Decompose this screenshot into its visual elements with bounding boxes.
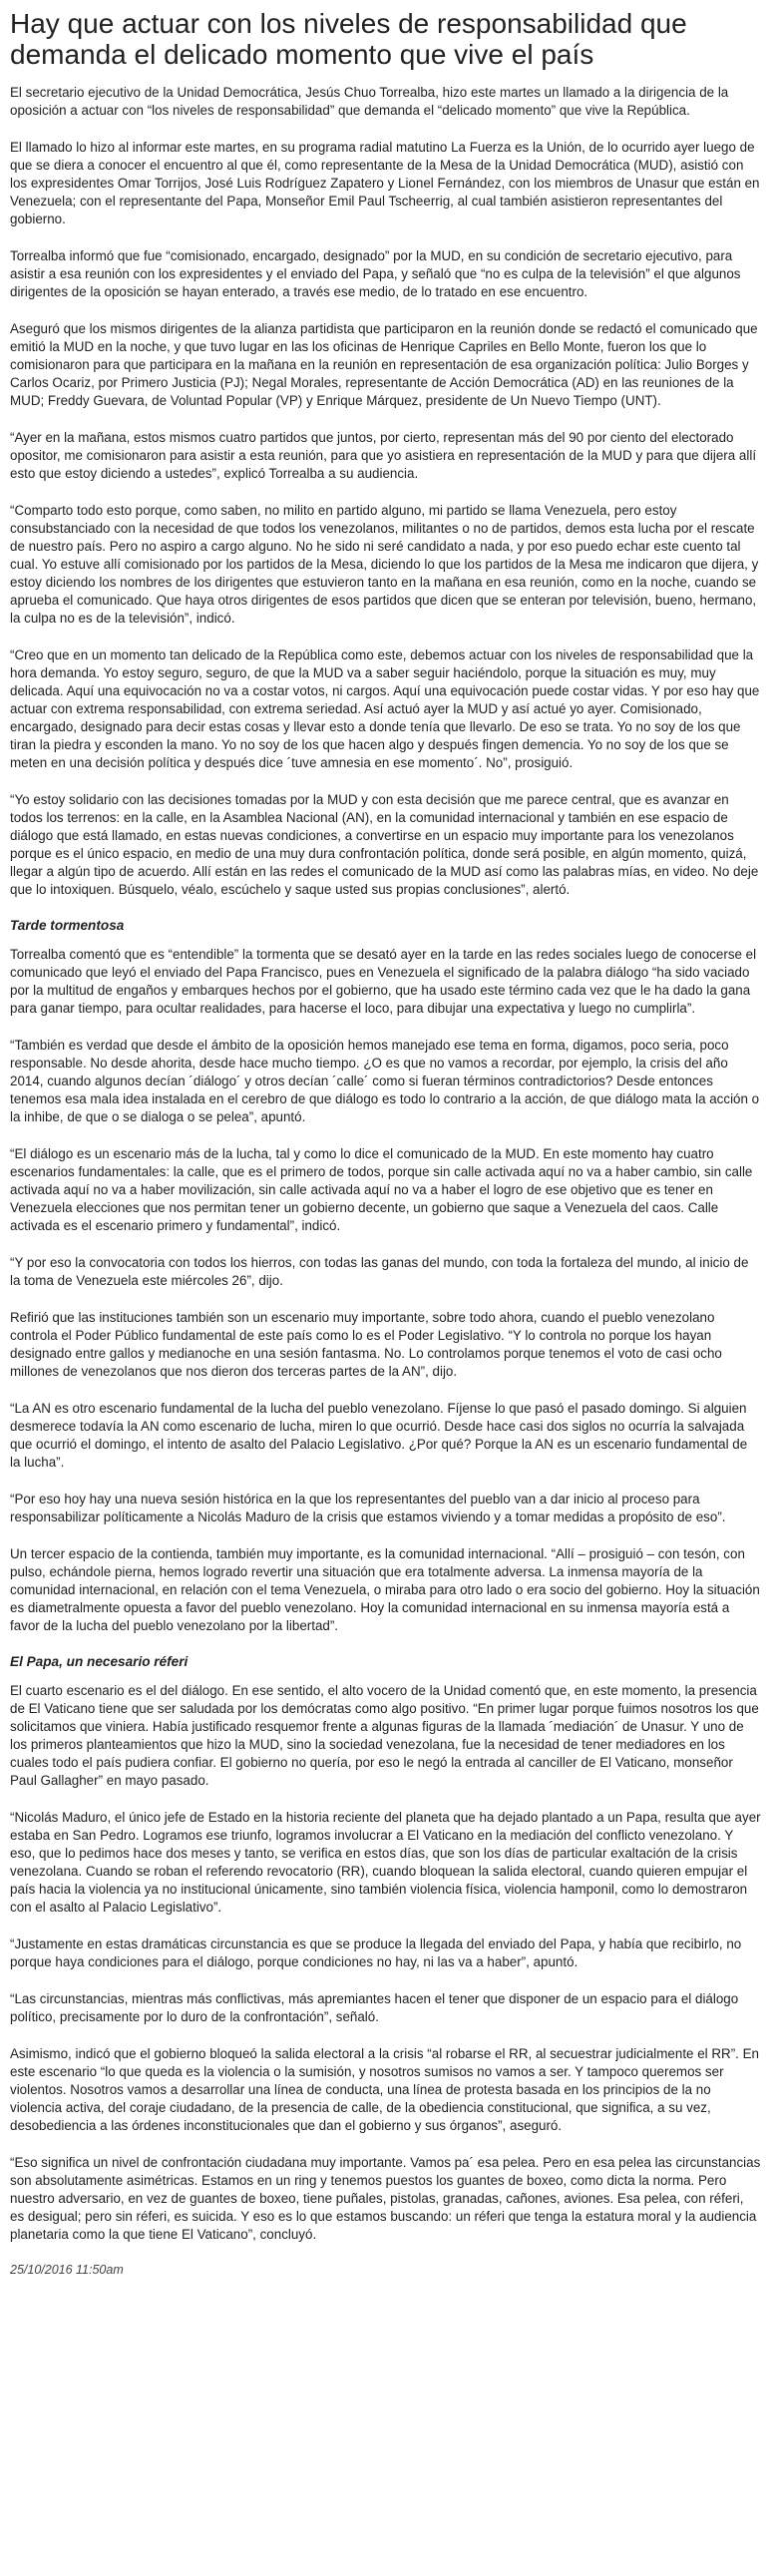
section-heading: Tarde tormentosa [10, 918, 125, 933]
publication-date: 25/10/2016 11:50am [10, 2263, 124, 2277]
article-paragraph: “Comparto todo esto porque, como saben, no milito en partido alguno, mi partido se llama Venezuela, pero estoy consubstanciado con la necesidad de que todos los venezolanos, militantes o no de partidos, demos esta lucha por el rescate de nuestro país. Pero no aspiro a cargo alguno. No he sido ni seré candidato a nada, y por eso puedo echar este cuento tal cual. Yo estuve allí comisionado por los partidos de la Mesa, diciendo lo que los partidos de la Mesa me indicaron que dijera, y estoy diciendo los nombres de los dirigentes que estuvieron tanto en la mañana en esa reunión, como en la noche, cuando se aprueba el comunicado. Que haya otros dirigentes de esos partidos que dicen que se enteran por televisión, bueno, hermano, la culpa no es de la televisión”, indicó. [10, 503, 759, 626]
article-paragraph: “El diálogo es un escenario más de la lucha, tal y como lo dice el comunicado de la MUD. En este momento hay cuatro escenarios fundamentales: la calle, que es el primero de todos, porque sin calle activada aquí no va a haber cambio, sin calle activada aquí no va a haber movilización, sin calle activada aquí no va a haber el logro de ese objetivo que es tener en Venezuela elecciones que nos permitan tener un gobierno decente, un gobierno que saque a Venezuela del caos. Calle activada es el escenario primero y fundamental”, indicó. [10, 1146, 753, 1233]
article-paragraph: Un tercer espacio de la contienda, también muy importante, es la comunidad internacional. “Allí – prosiguió – con tesón, con pulso, echándole pierna, hemos logrado revertir una situación que era totalmente adversa. La inmensa mayoría de la comunidad internacional, en relación con el tema Venezuela, o miraba para otro lado o era socio del gobierno. Hoy la situación es diametralmente opuesta a favor del pueblo venezolano. Hoy la comunidad internacional en su inmensa mayoría está a favor de la lucha del pueblo venezolano por la libertad”. [10, 1546, 760, 1633]
article-paragraph: Torrealba comentó que es “entendible” la tormenta que se desató ayer en la tarde en las redes sociales luego de conocerse el comunicado que leyó el enviado del Papa Francisco, pues en Venezuela el significado de la palabra diálogo “ha sido vaciado por la multitud de engaños y embarques hechos por el gobierno, que ha usado este término cada vez que le ha dado la gana para ganar tiempo, para ocultar realidades, para hacerse el loco, para dibujar una expectativa y luego no cumplirla”. [10, 947, 757, 1016]
article-paragraph: “Nicolás Maduro, el único jefe de Estado en la historia reciente del planeta que ha dejado plantado a un Papa, resulta que ayer estaba en San Pedro. Logramos ese triunfo, logramos involucrar a El Vaticano en la mediación del conflicto venezolano. Y eso, que lo pedimos hace dos meses y tanto, se verifica en estos días, que son los días de particular exaltación de la crisis venezolana. Cuando se roban el referendo revocatorio (RR), cuando bloquean la salida electoral, cuando quieren empujar el país hacia la violencia ya no institucional únicamente, sino también violencia física, violencia hamponil, como lo demostraron con el asalto al Palacio Legislativo”. [10, 1810, 761, 1915]
article-body [10, 84, 761, 2244]
article-paragraph: “La AN es otro escenario fundamental de la lucha del pueblo venezolano. Fíjense lo que pasó el pasado domingo. Si alguien desmerece todavía la AN como escenario de lucha, miren lo que ocurrió. Desde hace casi dos siglos no ocurría la salvajada que ocurrió el domingo, el intento de asalto del Palacio Legislativo. ¿Por qué? Porque la AN es un escenario fundamental de la lucha”. [10, 1401, 748, 1470]
article-paragraph: Torrealba informó que fue “comisionado, encargado, designado” por la MUD, en su condición de secretario ejecutivo, para asistir a esa reunión con los expresidentes y el enviado del Papa, y señaló que “no es culpa de la televisión” el que algunos dirigentes de la oposición se hayan enterado, a través ese medio, de lo tratado en ese encuentro. [10, 248, 741, 299]
article-paragraph: “Las circunstancias, mientras más conflictivas, más apremiantes hacen el tener que disponer de un espacio para el diálogo político, precisamente por lo duro de la confrontación”, señaló. [10, 1991, 739, 2024]
section-heading: El Papa, un necesario réferi [10, 1654, 189, 1669]
article-paragraph: El cuarto escenario es el del diálogo. En ese sentido, el alto vocero de la Unidad comentó que, en este momento, la presencia de El Vaticano tiene que ser saludada por los demócratas como algo positivo. “En primer lugar porque fuimos nosotros los que solicitamos que viniera. Había justificado resquemor frente a algunas figuras de la llamada ´mediación´ de Unasur. Y uno de los primeros planteamientos que hizo la MUD, sino la sociedad venezolana, fue la necesidad de tener mediadores en los cuales todo el país pudiera confiar. El gobierno no quería, por eso le negó la entrada al canciller de El Vaticano, monseñor Paul Gallagher” en mayo pasado. [10, 1683, 759, 1788]
article-paragraph: Refirió que las instituciones también son un escenario muy importante, sobre todo ahora, cuando el pueblo venezolano controla el Poder Público fundamental de este país como lo es el Poder Legislativo. “Y lo controla no porque los hayan designado entre gallos y medianoche en una sesión fantasma. No. Lo controlamos porque tenemos el voto de casi ocho millones de venezolanos que nos dieron dos terceras partes de la AN”, dijo. [10, 1310, 722, 1379]
article-title: Hay que actuar con los niveles de responsabilidad que demanda el delicado momento que vive el país [10, 8, 687, 70]
article-paragraph: “Yo estoy solidario con las decisiones tomadas por la MUD y con esta decisión que me parece central, que es avanzar en todos los terrenos: en la calle, en la Asamblea Nacional (AN), en la comunidad internacional y también en ese espacio de diálogo que está llamado, en estas nuevas condiciones, a convertirse en un espacio muy importante para los venezolanos porque es el único espacio, en medio de una muy dura confrontación política, donde será posible, en algún momento, quizá, llegar a algún tipo de acuerdo. Allí están en las redes el comunicado de la MUD así como las palabras mías, en video. No deje que lo intoxiquen. Búsquelo, véalo, escúchelo y saque usted sus propias conclusiones”, alertó. [10, 792, 759, 897]
article-paragraph: “Justamente en estas dramáticas circunstancia es que se produce la llegada del enviado del Papa, y había que recibirlo, no porque haya condiciones para el diálogo, porque condiciones no hay, ni las va a haber”, apuntó. [10, 1936, 742, 1969]
article-paragraph: “Ayer en la mañana, estos mismos cuatro partidos que juntos, por cierto, representan más del 90 por ciento del electorado opositor, me comisionaron para asistir a esta reunión, para que yo asistiera en representación de la MUD y para que dijera allí esto que estoy diciendo a ustedes”, explicó Torrealba a su audiencia. [10, 430, 757, 481]
article-paragraph: “Por eso hoy hay una nueva sesión histórica en la que los representantes del pueblo van a dar inicio al proceso para responsabilizar políticamente a Nicolás Maduro de la crisis que estamos viviendo y a tomar medidas a propósito de eso”. [10, 1492, 726, 1524]
article-paragraph: El llamado lo hizo al informar este martes, en su programa radial matutino La Fuerza es la Unión, de lo ocurrido ayer luego de que se diera a conocer el encuentro al que él, como representante de la Mesa de la Unidad Democrática (MUD), asistió con los expresidentes Omar Torrijos, José Luis Rodríguez Zapatero y Lionel Fernández, con los miembros de Unasur que están en Venezuela; con el representante del Papa, Monseñor Emil Paul Tscheerrig, al cual también asistieron representantes del gobierno. [10, 140, 760, 226]
article-paragraph: Aseguró que los mismos dirigentes de la alianza partidista que participaron en la reunión donde se redactó el comunicado que emitió la MUD en la noche, y que tuvo lugar en las los oficinas de Henrique Capriles en Bello Monte, fueron los que lo comisionaron para que participara en la mañana en la reunión en representación de esa organización política: Julio Borges y Carlos Ocariz, por Primero Justicia (PJ); Negal Morales, representante de Acción Democrática (AD) en las reuniones de la MUD; Freddy Guevara, de Voluntad Popular (VP) y Enrique Márquez, presidente de Un Nuevo Tiempo (UNT). [10, 321, 758, 408]
article-paragraph: “Y por eso la convocatoria con todos los hierros, con todas las ganas del mundo, con toda la fortaleza del mundo, al inicio de la toma de Venezuela este miércoles 26”, dijo. [10, 1255, 749, 1288]
article-paragraph: “También es verdad que desde el ámbito de la oposición hemos manejado ese tema en forma, digamos, poco seria, poco responsable. No desde ahorita, desde hace mucho tiempo. ¿O es que no vamos a recordar, por ejemplo, la crisis del año 2014, cuando algunos decían ´diálogo´ y otros decían ´calle´ como si fueran términos contradictorios? Desde entonces tenemos esa mala idea instalada en el cerebro de que diálogo es todo lo contrario a la acción, de que diálogo mata la acción o la inhibe, de que o se dialoga o se pelea”, apuntó. [10, 1038, 760, 1124]
article-paragraph: “Eso significa un nivel de confrontación ciudadana muy importante. Vamos pa´ esa pelea. Pero en esa pelea las circunstancias son absolutamente asimétricas. Estamos en un ring y tenemos puestos los guantes de boxeo, como dicta la norma. Pero nuestro adversario, en vez de guantes de boxeo, tiene puñales, pistolas, granadas, cañones, aviones. Esa pelea, con réferi, es desigual; pero sin réferi, es suicida. Y eso es lo que estamos buscando: un réferi que tenga la estatura moral y la audiencia planetaria como la que tiene El Vaticano”, concluyó. [10, 2155, 761, 2242]
article-paragraph: El secretario ejecutivo de la Unidad Democrática, Jesús Chuo Torrealba, hizo este martes un llamado a la dirigencia de la oposición a actuar con “los niveles de responsabilidad” que demanda el “delicado momento” que vive la República. [10, 85, 729, 118]
article-paragraph: Asimismo, indicó que el gobierno bloqueó la salida electoral a la crisis “al robarse el RR, al secuestrar judicialmente el RR”. En este escenario “lo que queda es la violencia o la sumisión, y nosotros sumisos no vamos a ser. Y tampoco queremos ser violentos. Nosotros vamos a desarrollar una línea de conducta, una línea de protesta basada en los principios de la no violencia activa, del coraje ciudadano, de la presencia de calle, de la obediencia constitucional, que significa, a su vez, desobediencia a las órdenes inconstitucionales que dan el gobierno y sus órganos”, aseguró. [10, 2046, 759, 2133]
article-paragraph: “Creo que en un momento tan delicado de la República como este, debemos actuar con los niveles de responsabilidad que la hora demanda. Yo estoy seguro, seguro, de que la MUD va a saber seguir haciéndolo, porque la situación es muy, muy delicada. Aquí una equivocación no va a costar votos, ni cargos. Aquí una equivocación puede costar vidas. Y por eso hay que actuar con extrema responsabilidad, con extrema seriedad. Así actuó ayer la MUD y así actué yo ayer. Comisionado, encargado, designado para decir estas cosas y llevar esto a donde tenía que llevarlo. De eso se trata. Yo no soy de los que tiran la piedra y esconden la mano. Yo no soy de los que hacen algo y después fingen demencia. Yo no soy de los que se meten en una decisión política y después dice ´tuve amnesia en ese momento´. No”, prosiguió. [10, 647, 760, 770]
